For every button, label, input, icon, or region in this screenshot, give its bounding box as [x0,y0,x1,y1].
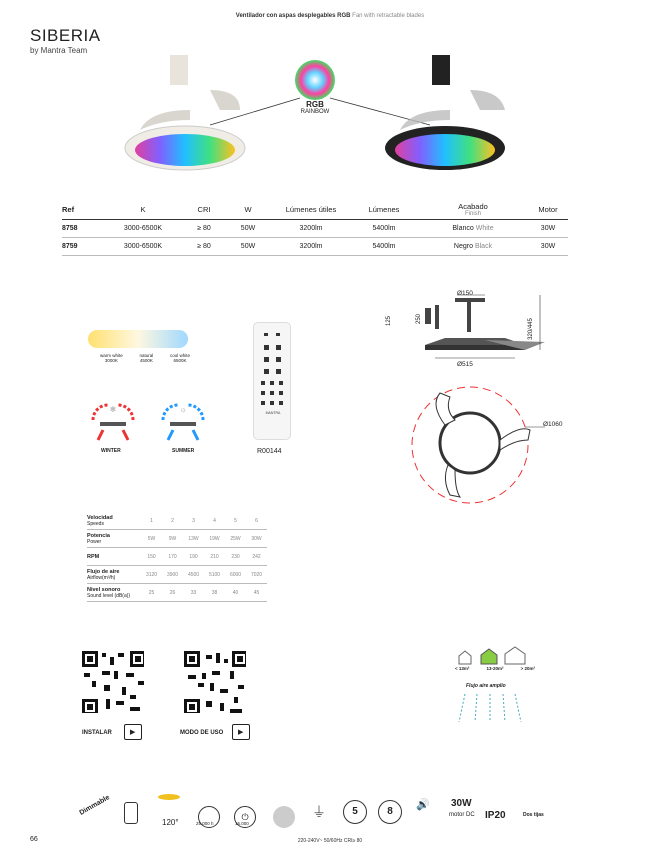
col-w: W [244,205,252,214]
ip-rating: IP20 [485,810,506,821]
fan-mode-icons [88,400,208,445]
col-ref: Ref [62,205,75,214]
mode-label: MODO DE USO [180,730,224,736]
led-life: 25.000 h [196,821,214,826]
beam-icon [158,794,180,800]
summer-label: SUMMER [172,448,195,454]
video-icon: ▶ [124,724,142,740]
warranty-motor-icon: 8 [378,800,402,824]
dimmable-label: Dimmable [78,794,111,817]
video-icon: ▶ [232,724,250,740]
speed-table [87,512,267,602]
top-view-drawing [400,385,560,505]
airflow-arrows-icon [455,692,525,727]
remote-code: R00144 [257,448,282,455]
cct-labels: warm white 3000K natural 4500K cool white 6500K [100,353,190,363]
table-row: Velocidad Speeds 1 2 3 4 5 6 [87,512,267,530]
col-k: K [140,205,146,214]
beam-angle: 120° [162,818,179,827]
qr-install[interactable] [82,651,144,713]
table-row: RPM 150 170 190 210 230 242 [87,548,267,566]
table-row: 8759 3000-6500K ≥ 80 50W 3200lm 5400lm Negro Black 30W [62,238,568,256]
fan-white [125,55,245,170]
airflow-label: Flujo aire amplio [466,683,506,689]
product-subtitle: by Mantra Team [30,46,88,55]
fan-images [110,50,550,190]
winter-icon [93,405,133,440]
dim-d150: Ø150 [457,290,473,297]
col-lumenes: Lúmenes [368,205,400,214]
remote-control [253,322,291,440]
table-row: Flujo de aire Airflow(m³/h) 3120 3900 4500 5100 6000 7020 [87,566,267,584]
product-title: SIBERIA [30,26,101,45]
qr-usage[interactable] [184,651,246,713]
room-size-icons [455,646,530,666]
ground-icon: ⏚ [312,804,326,820]
remote-small-icon [124,802,138,824]
rgb-label: RGB [306,100,324,109]
col-cri: CRI [197,205,211,214]
cct-bar [88,330,188,348]
svg-text:❄: ❄ [109,405,117,414]
svg-text:☼: ☼ [179,405,187,414]
install-label: INSTALAR [82,730,112,736]
room-size-labels: < 13m² 13-20m² > 20m² [455,666,535,671]
spec-table [62,200,568,256]
fan-black [385,55,505,170]
side-dimension-drawing [385,290,565,370]
dim-h320-445: 320/445 [527,318,534,340]
dim-h250: 250 [416,313,423,325]
dim-d515: Ø515 [457,361,473,368]
col-lum-utiles: Lúmenes útiles [285,205,337,214]
dim-d1060: Ø1060 [543,421,563,428]
led-icon [273,806,295,828]
motor-power: 30W [451,798,472,809]
onoff-cycles: 15.000 [235,821,249,826]
sound-icon: 🔊 [416,799,430,811]
page-number: 66 [30,836,38,843]
power-icon: ⏻ [234,806,256,828]
footer-spec: 220-240V~ 50/60Hz CRI≥ 80 [297,838,363,844]
summer-icon [163,405,203,440]
spec-header-row [62,200,568,220]
col-motor: Motor [538,205,558,214]
warranty-led-icon: 5 [343,800,367,824]
rgb-sublabel: RAINBOW [300,109,330,115]
col-acabado: Acabado Finish [458,202,488,217]
table-row: Potencia Power 5W 9W 13W 19W 25W 30W [87,530,267,548]
table-row: 8758 3000-6500K ≥ 80 50W 3200lm 5400lm Blanco White 30W [62,220,568,238]
winter-label: WINTER [101,448,121,454]
motor-type: motor DC [449,812,475,818]
page-header: Ventilador con aspas desplegables RGB Fan with retractable blades [235,13,425,19]
remote-brand: MANTRA [265,411,281,415]
blades-label: Dos tijas [523,812,544,818]
table-row: Nivel sonoro Sound level (dB(a)) 25 26 33 38 40 45 [87,584,267,602]
dim-h125: 125 [386,315,393,327]
rgb-ball [295,60,335,100]
